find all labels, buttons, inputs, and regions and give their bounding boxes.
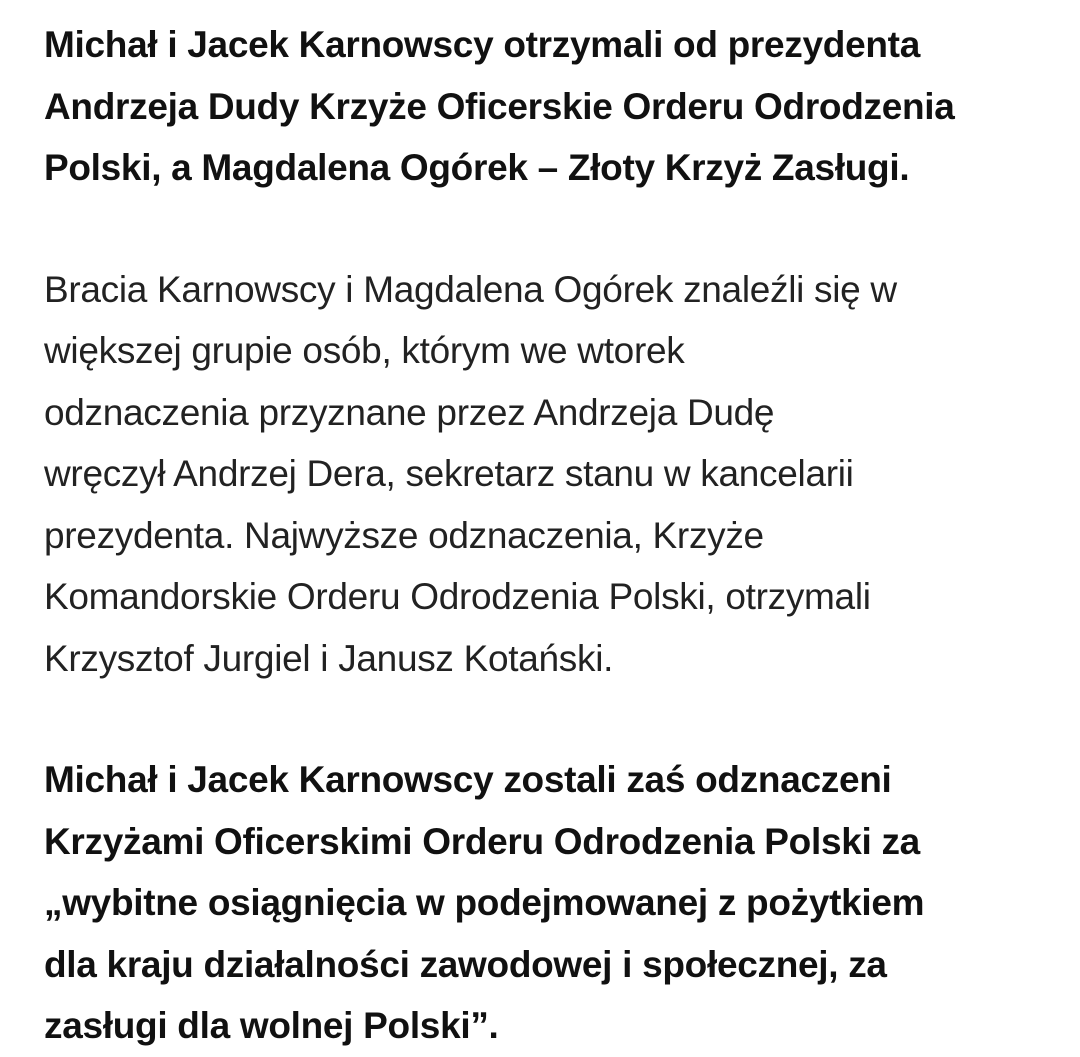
text-line: dla kraju działalności zawodowej i społecznej, za (44, 943, 887, 985)
lead-paragraph (44, 14, 1054, 199)
paragraph-gap (44, 199, 1054, 259)
paragraph-gap (44, 689, 1054, 749)
text-line: „wybitne osiągnięcia w podejmowanej z pożytkiem (44, 882, 925, 923)
text-line: Bracia Karnowscy i Magdalena Ogórek znaleźli się w (44, 268, 897, 310)
text-line: Michał i Jacek Karnowscy zostali zaś odznaczeni (44, 759, 892, 800)
text-line: zasługi dla wolnej Polski”. (44, 1005, 499, 1046)
text-line: prezydenta. Najwyższe odznaczenia, Krzyże (44, 514, 764, 556)
text-line: większej grupie osób, którym we wtorek (44, 330, 685, 371)
text-line: Krzyżami Oficerskimi Orderu Odrodzenia Polski za (44, 820, 920, 862)
text-line: wręczył Andrzej Dera, sekretarz stanu w kancelarii (44, 453, 854, 494)
text-line: Polski, a Magdalena Ogórek – Złoty Krzyż Zasługi. (44, 147, 910, 188)
article-body (44, 14, 1054, 1057)
closing-paragraph (44, 749, 1054, 1057)
text-line: odznaczenia przyznane przez Andrzeja Dudę (44, 391, 775, 433)
text-line: Krzysztof Jurgiel i Janusz Kotański. (44, 637, 614, 679)
text-line: Komandorskie Orderu Odrodzenia Polski, otrzymali (44, 576, 871, 617)
text-line: Andrzeja Dudy Krzyże Oficerskie Orderu Odrodzenia (44, 85, 955, 127)
body-paragraph (44, 259, 1054, 690)
text-line: Michał i Jacek Karnowscy otrzymali od prezydenta (44, 24, 920, 65)
